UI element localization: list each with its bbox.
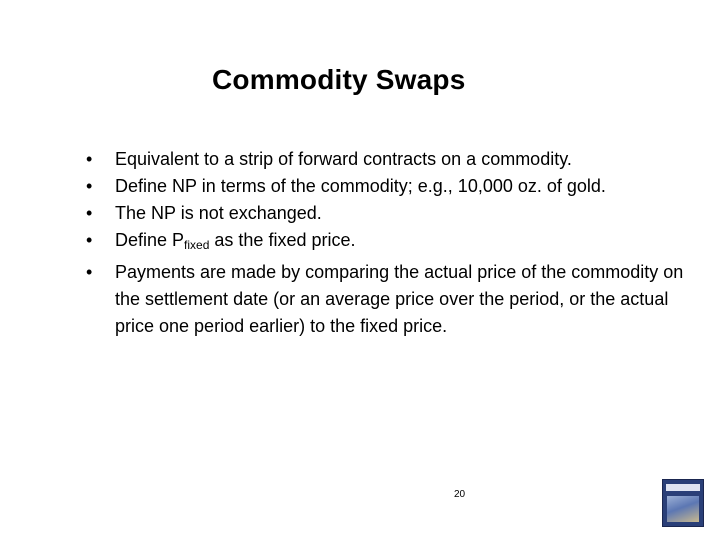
bullet-text-pre: Define P <box>115 230 185 250</box>
slide-title: Commodity Swaps <box>212 64 466 95</box>
bullet-list <box>86 146 686 340</box>
bullet-item <box>86 173 686 200</box>
bullet-item <box>86 259 686 340</box>
bullet-marker: • <box>86 176 93 196</box>
bullet-item <box>86 227 686 259</box>
book-cover-image <box>667 496 699 522</box>
bullet-text: Equivalent to a strip of forward contracts on a commodity. <box>115 149 572 169</box>
bullet-text: The NP is not exchanged. <box>115 203 322 223</box>
book-cover-icon <box>662 479 704 527</box>
book-title-band <box>666 484 700 491</box>
bullet-item <box>86 200 686 227</box>
bullet-marker: • <box>86 262 93 282</box>
bullet-marker: • <box>86 149 93 169</box>
page-number: 20 <box>454 489 466 500</box>
bullet-marker: • <box>86 203 93 223</box>
bullet-item <box>86 146 686 173</box>
bullet-text: Payments are made by comparing the actual price of the commodity on the settlement date (or an average price over the period, or the actual price one period earlier) to the fixed price. <box>115 262 684 336</box>
bullet-marker: • <box>86 230 93 250</box>
bullet-text-post: as the fixed price. <box>209 230 356 250</box>
bullet-subscript: fixed <box>184 238 210 252</box>
bullet-text: Define NP in terms of the commodity; e.g., 10,000 oz. of gold. <box>115 176 606 196</box>
